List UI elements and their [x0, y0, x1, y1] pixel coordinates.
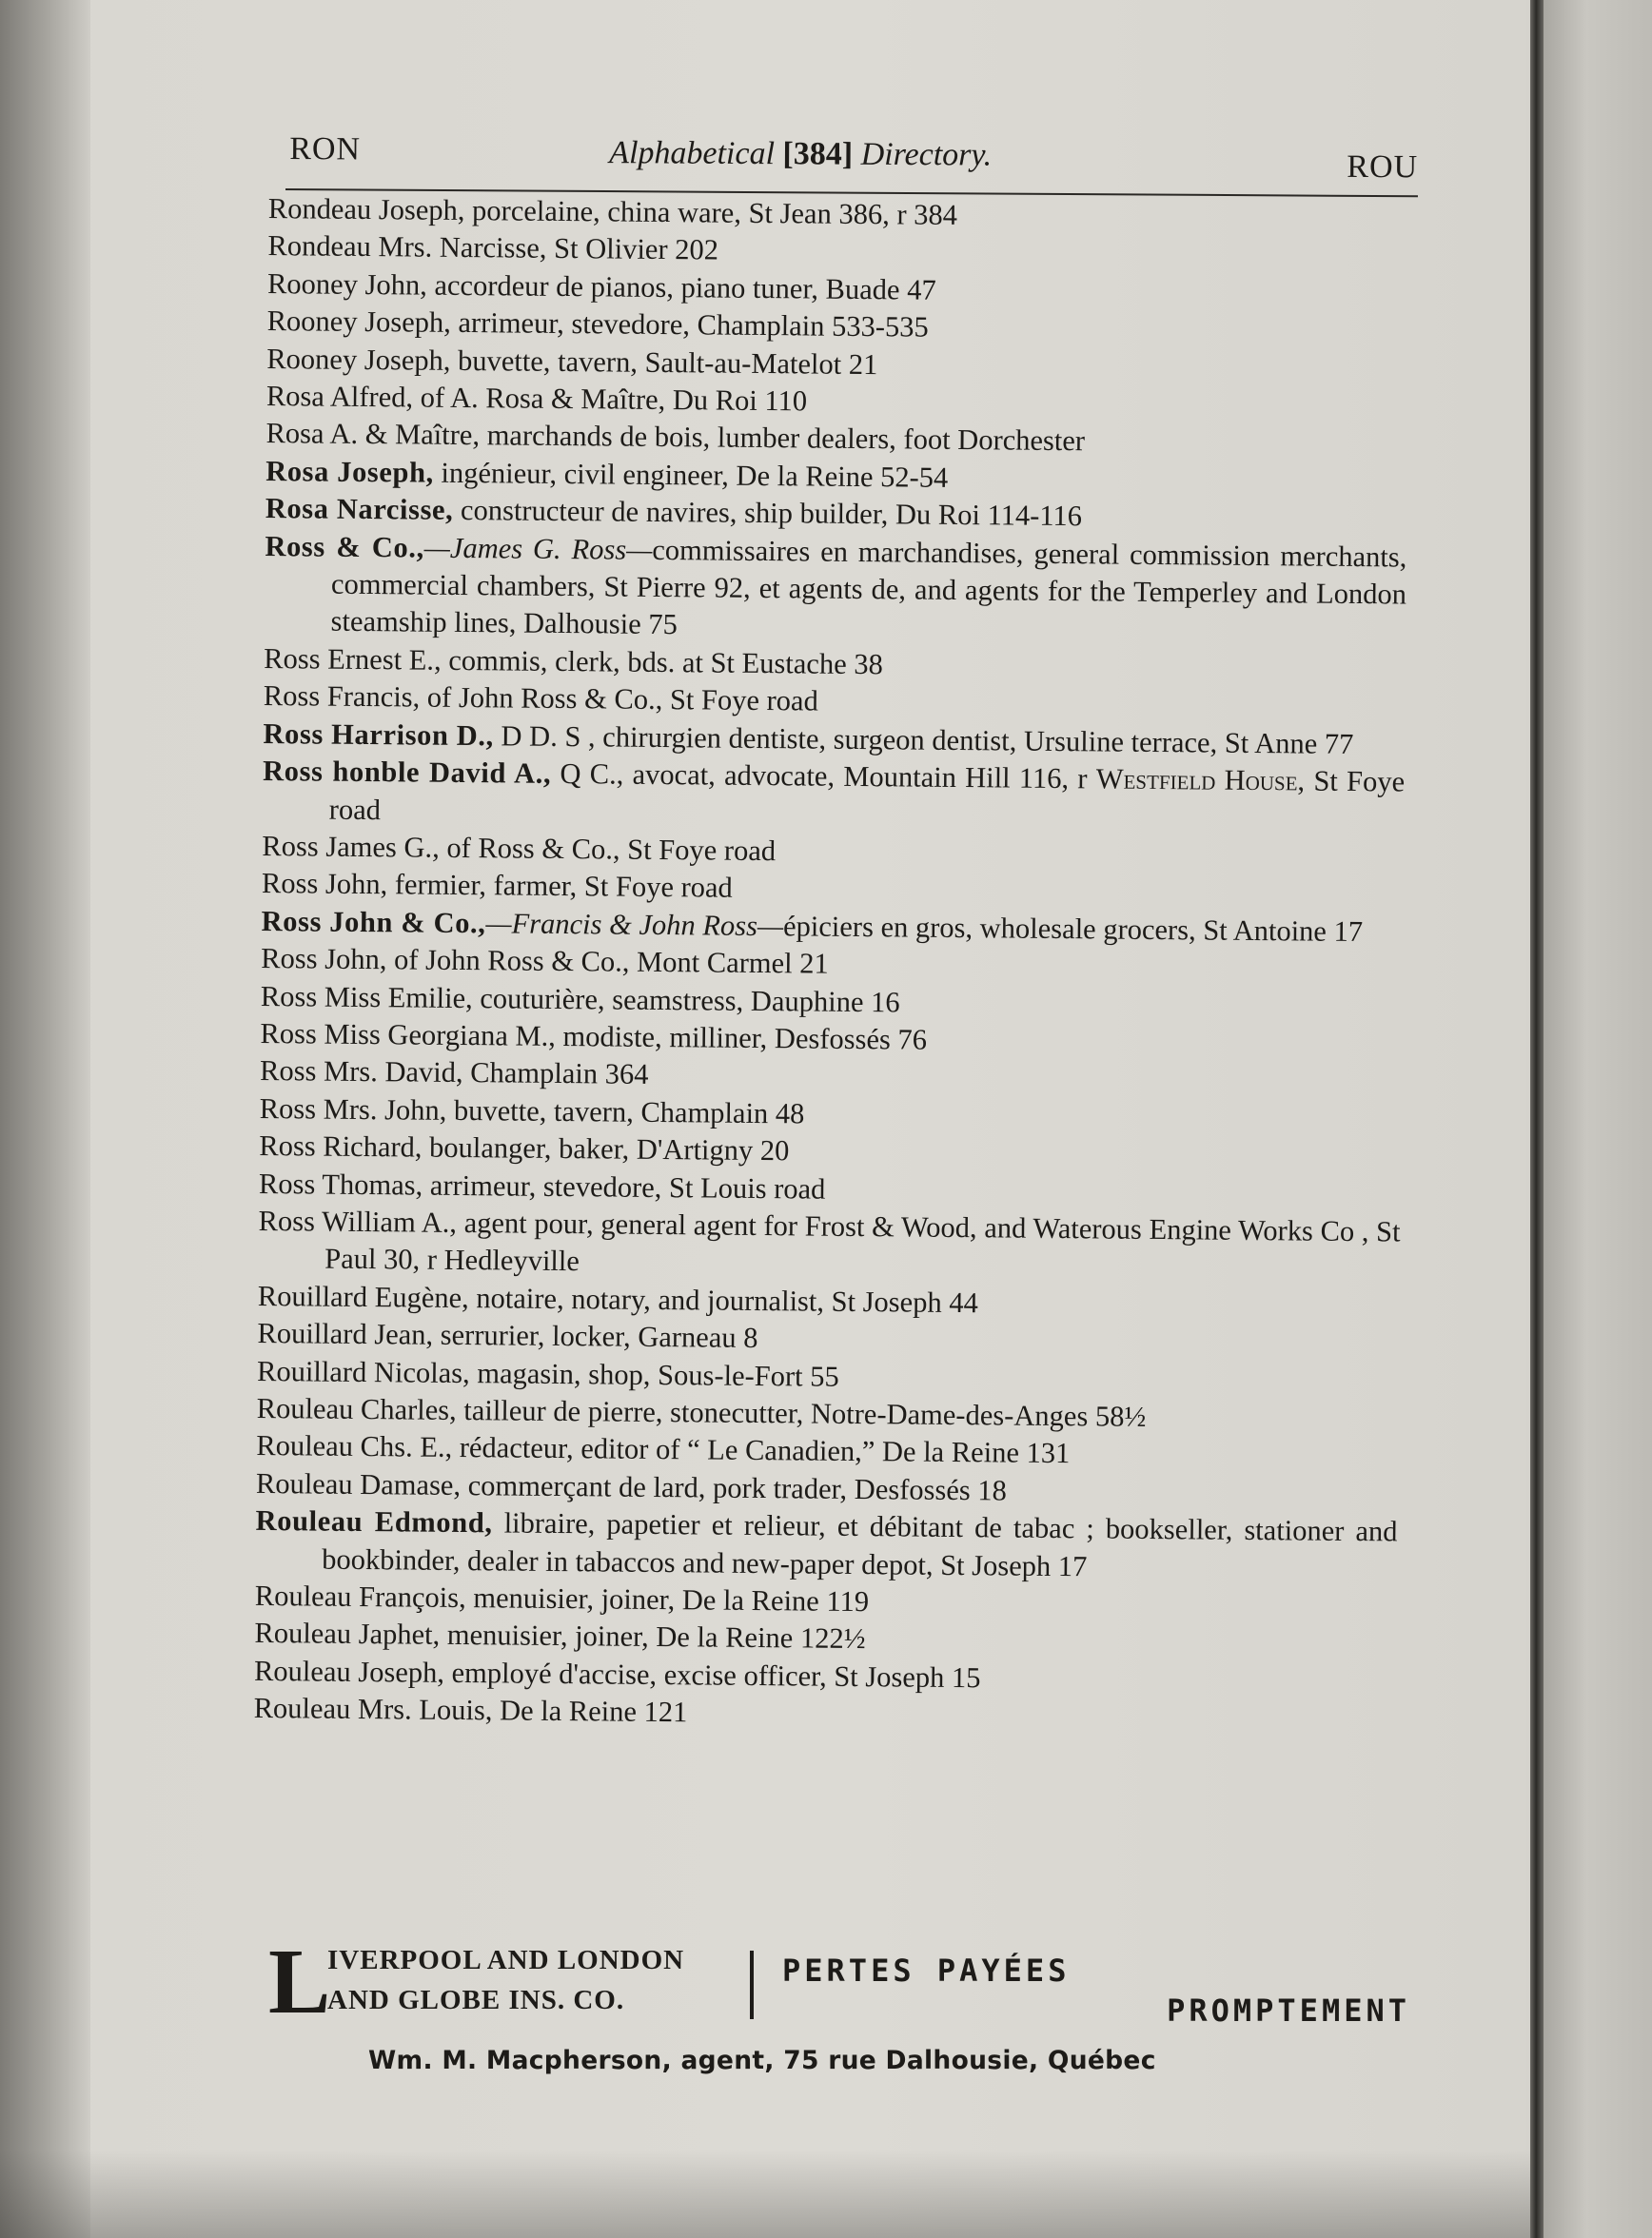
entry-name: Ross Mrs. David	[259, 1054, 457, 1090]
entry-details: , Champlain 364	[455, 1056, 649, 1091]
entry-name: Rouleau Damase	[255, 1466, 454, 1502]
entry-name: Ross Harrison D.,	[263, 717, 495, 752]
entry-residence: Westfield House	[1095, 762, 1298, 797]
entry-name: Rouillard Eugène	[257, 1279, 462, 1314]
header-left: RON	[289, 131, 362, 167]
entry-details: , buvette, tavern, Sault-au-Matelot 21	[442, 344, 878, 381]
insurance-advertisement	[268, 1931, 1410, 2091]
entry-details: , menuisier, joiner, De la Reine 119	[458, 1581, 870, 1619]
entry-details: libraire, papetier et relieur, et débitant de tabac ; bookseller, stationer and bookbinder, dealer in tabaccos and new-paper depot, St Joseph 17	[322, 1506, 1398, 1582]
entry-details: , arrimeur, stevedore, Champlain 533-535	[443, 305, 929, 344]
entry-details: Q C., avocat, advocate, Mountain Hill 116, r	[551, 756, 1096, 795]
entry-name: Ross Thomas	[258, 1167, 416, 1202]
entry-details: , employé d'accise, excise officer, St Joseph 15	[437, 1656, 981, 1695]
entry-partners: —James G. Ross—	[423, 531, 653, 566]
directory-entry	[264, 528, 1406, 652]
entry-details: , commis, clerk, bds. at St Eustache 38	[433, 643, 883, 681]
entry-details: épiciers en gros, wholesale grocers, St Antoine 17	[782, 909, 1364, 948]
entry-name: Ross Miss Georgiana M.	[260, 1016, 549, 1052]
entry-details: , marchands de bois, lumber dealers, foot Dorchester	[472, 419, 1086, 458]
entry-name: Rosa Narcisse,	[265, 492, 454, 527]
ad-initial-letter: L	[268, 1931, 331, 2033]
header-center-after: Directory.	[853, 136, 993, 173]
entry-name: Ross John & Co.,	[261, 904, 486, 939]
entry-name: Rosa Joseph,	[266, 454, 435, 489]
entry-details: , menuisier, joiner, De la Reine 122½	[432, 1619, 866, 1656]
entry-details: , of A. Rosa & Maître, Du Roi 110	[405, 381, 808, 418]
entry-name: Ross John	[261, 942, 380, 976]
entry-details-after: , St Foye road	[328, 764, 1406, 826]
entry-name: Rouleau Charles	[256, 1391, 450, 1426]
entry-name: Ross John	[261, 867, 381, 901]
header-right: ROU	[1347, 148, 1419, 186]
ad-slogan-line-2: PROMPTEMENT	[1167, 1993, 1410, 2029]
entry-name: Rouleau Japhet	[254, 1617, 433, 1652]
entry-details: , agent pour, general agent for Frost & Wood, and Waterous Engine Works Co , St Paul 30, r Hedleyville	[324, 1206, 1401, 1278]
ad-agent-line: Wm. M. Macpherson, agent, 75 rue Dalhousie, Québec	[368, 2046, 1156, 2075]
entry-details: , of Ross & Co., St Foye road	[431, 831, 777, 868]
entry-details: , rédacteur, editor of “ Le Canadien,” De la Reine 131	[444, 1431, 1071, 1470]
entry-name: Ross Richard	[259, 1129, 416, 1164]
entry-name: Rondeau Joseph	[267, 191, 459, 226]
directory-entry	[255, 1502, 1398, 1588]
entry-details: , fermier, farmer, St Foye road	[380, 868, 733, 905]
entry-name: Rondeau Mrs. Narcisse	[267, 229, 541, 265]
ad-company-line-2: AND GLOBE INS. CO.	[327, 1985, 625, 2015]
next-page-strip	[1544, 0, 1652, 2238]
entry-details: , De la Reine 121	[484, 1694, 688, 1729]
entry-name: Ross & Co.,	[265, 529, 424, 564]
page-gutter-shadow	[0, 0, 90, 2238]
entry-details: , notaire, notary, and journalist, St Joseph 44	[461, 1281, 978, 1319]
entry-name: Ross James G.	[262, 829, 433, 864]
entry-name: Ross William A.	[258, 1204, 450, 1239]
entry-details: , magasin, shop, Sous-le-Fort 55	[462, 1356, 839, 1393]
directory-entries	[253, 190, 1409, 1738]
entry-name: Rouleau François	[254, 1579, 460, 1615]
entry-details: ingénieur, civil engineer, De la Reine 52-54	[433, 456, 949, 494]
ad-slogan-line-1: PERTES PAYÉES	[782, 1953, 1071, 1989]
entry-name: Rouleau Chs. E.	[256, 1429, 445, 1464]
entry-name: Ross Miss Emilie	[260, 979, 466, 1014]
entry-details: , arrimeur, stevedore, St Louis road	[415, 1168, 826, 1206]
entry-details: , of John Ross & Co., Mont Carmel 21	[379, 943, 829, 980]
entry-details: , commerçant de lard, pork trader, Desfossés 18	[453, 1468, 1008, 1507]
entry-name: Ross honble David A.,	[262, 755, 552, 790]
ad-divider	[750, 1951, 754, 2019]
entry-details: D D. S , chirurgien dentiste, surgeon dentist, Ursuline terrace, St Anne 77	[493, 718, 1354, 760]
entry-name: Rouleau Mrs. Louis	[253, 1692, 485, 1727]
running-header	[285, 122, 1418, 197]
page-number: [384]	[782, 136, 854, 172]
page-edge	[1530, 0, 1544, 2238]
entry-details: commissaires en marchandises, general commission merchants, commercial chambers, St Pierre 92, et agents de, and agents for the Temperley and London steamship lines, Dalhousie 75	[330, 533, 1407, 641]
entry-name: Rosa Alfred	[266, 380, 406, 414]
entry-details: constructeur de navires, ship builder, Du Roi 114-116	[453, 494, 1083, 533]
header-center	[609, 135, 992, 173]
entry-name: Rooney Joseph	[266, 304, 444, 339]
entry-name: Ross Mrs. John	[259, 1091, 440, 1127]
entry-name: Rouillard Jean	[257, 1317, 426, 1351]
entry-name: Ross Ernest E.	[264, 641, 435, 677]
entry-details: , accordeur de pianos, piano tuner, Buade 47	[420, 268, 936, 306]
entry-details: , tailleur de pierre, stonecutter, Notre-Dame-des-Anges 58½	[448, 1393, 1147, 1433]
entry-partners: —Francis & John Ross—	[485, 906, 784, 942]
entry-details: , couturière, seamstress, Dauphine 16	[464, 981, 900, 1018]
directory-entry	[263, 753, 1406, 838]
entry-details: , porcelaine, china ware, St Jean 386, r 384	[457, 193, 958, 231]
entry-name: Rouleau Edmond,	[255, 1504, 493, 1540]
entry-details: , serrurier, locker, Garneau 8	[425, 1318, 758, 1355]
entry-name: Rooney Joseph	[266, 342, 444, 377]
entry-details: , boulanger, baker, D'Artigny 20	[414, 1130, 790, 1168]
entry-details: , buvette, tavern, Champlain 48	[439, 1093, 805, 1130]
header-center-before: Alphabetical	[609, 135, 783, 172]
entry-name: Rooney John	[266, 266, 421, 302]
entry-name: Ross Francis	[263, 679, 413, 714]
bottom-shadow	[0, 2150, 1530, 2238]
entry-details: , St Olivier 202	[539, 232, 719, 266]
directory-entry	[258, 1203, 1401, 1288]
ad-company-line-1: IVERPOOL AND LONDON	[327, 1945, 685, 1975]
entry-name: Rosa A. & Maître	[266, 417, 473, 452]
entry-details: , modiste, milliner, Desfossés 76	[548, 1019, 928, 1056]
entry-name: Rouleau Joseph	[253, 1654, 438, 1689]
entry-details: , of John Ross & Co., St Foye road	[412, 680, 818, 717]
entry-name: Rouillard Nicolas	[256, 1354, 463, 1389]
